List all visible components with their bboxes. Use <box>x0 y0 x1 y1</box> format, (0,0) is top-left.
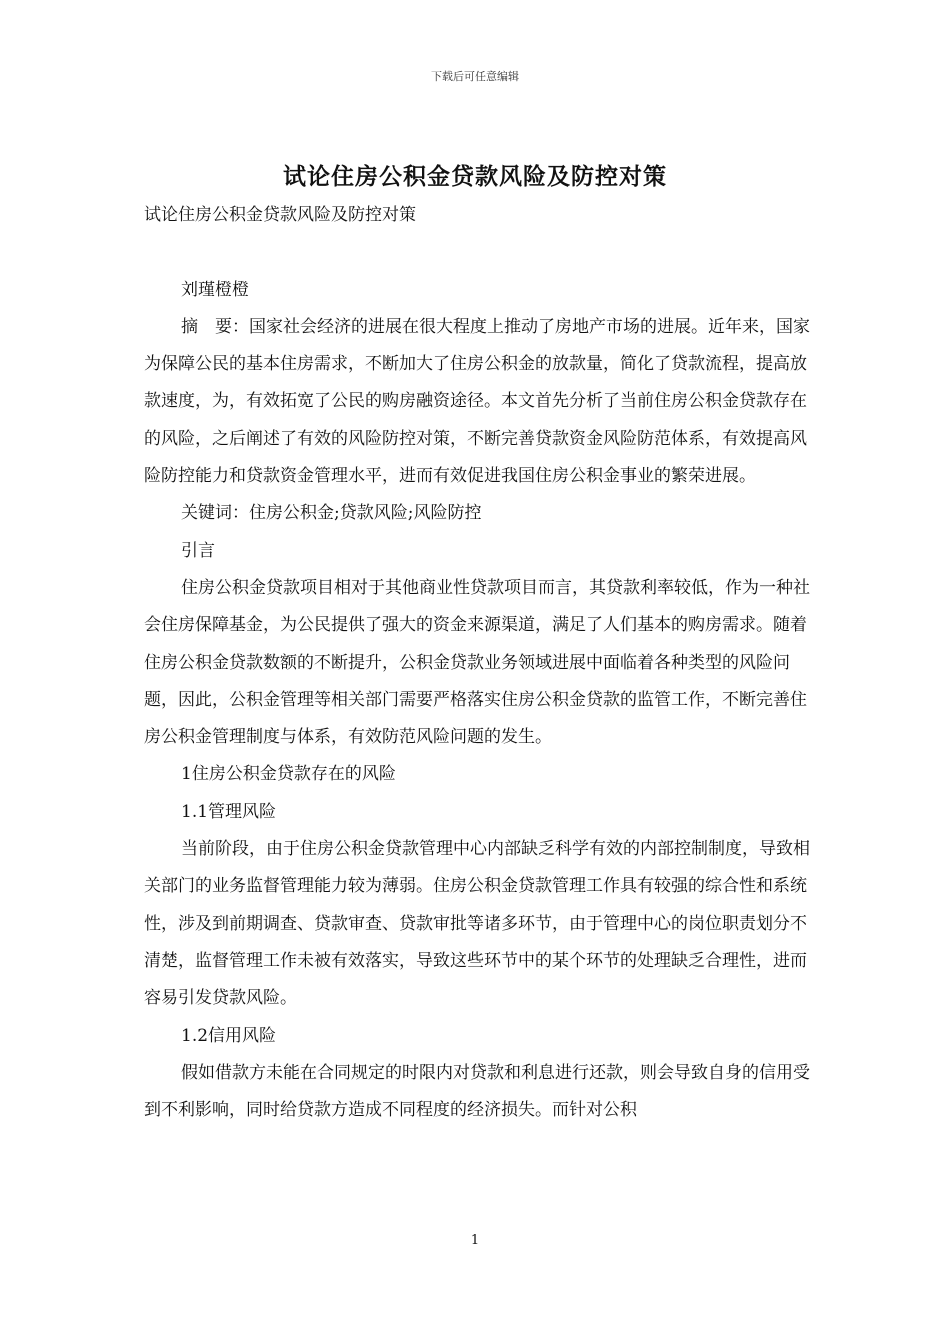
header-note: 下载后可任意编辑 <box>431 70 519 83</box>
document-title: 试论住房公积金贷款风险及防控对策 <box>283 163 667 190</box>
document-body <box>144 197 810 1129</box>
author: 刘瑾橙橙 <box>181 279 249 300</box>
abstract-paragraph: 摘 要：国家社会经济的进展在很大程度上推动了房地产市场的进展。近年来，国家为保障公民的基本住房需求，不断加大了住房公积金的放款量，简化了贷款流程，提高放款速度，为，有效拓宽了公民的购房融资途径。本文首先分析了当前住房公积金贷款存在的风险，之后阐述了有效的风险防控对策，不断完善贷款资金风险防范体系，有效提高风险防控能力和贷款资金管理水平，进而有效促进我国住房公积金事业的繁荣进展。 <box>144 316 810 487</box>
blank-line <box>144 234 810 271</box>
intro-paragraph: 住房公积金贷款项目相对于其他商业性贷款项目而言，其贷款利率较低，作为一种社会住房保障基金，为公民提供了强大的资金来源渠道，满足了人们基本的购房需求。随着住房公积金贷款数额的不断提升，公积金贷款业务领域进展中面临着各种类型的风险问题，因此，公积金管理等相关部门需要严格落实住房公积金贷款的监管工作，不断完善住房公积金管理制度与体系，有效防范风险问题的发生。 <box>144 577 810 748</box>
section-1-1-heading: 1.1管理风险 <box>181 801 277 822</box>
intro-heading: 引言 <box>181 540 215 561</box>
subtitle: 试论住房公积金贷款风险及防控对策 <box>144 205 416 225</box>
section-1-heading: 1住房公积金贷款存在的风险 <box>181 764 396 785</box>
section-1-1-paragraph: 当前阶段，由于住房公积金贷款管理中心内部缺乏科学有效的内部控制制度，导致相关部门的业务监督管理能力较为薄弱。住房公积金贷款管理工作具有较强的综合性和系统性，涉及到前期调查、贷款审查、贷款审批等诸多环节，由于管理中心的岗位职责划分不清楚，监督管理工作未被有效落实，导致这些环节中的某个环节的处理缺乏合理性，进而容易引发贷款风险。 <box>144 839 810 1009</box>
page-number: 1 <box>470 1233 480 1248</box>
keywords: 关键词：住房公积金;贷款风险;风险防控 <box>181 503 482 524</box>
section-1-2-paragraph: 假如借款方未能在合同规定的时限内对贷款和利息进行还款，则会导致自身的信用受到不利影响，同时给贷款方造成不同程度的经济损失。而针对公积 <box>144 1062 810 1121</box>
section-1-2-heading: 1.2信用风险 <box>181 1025 277 1046</box>
